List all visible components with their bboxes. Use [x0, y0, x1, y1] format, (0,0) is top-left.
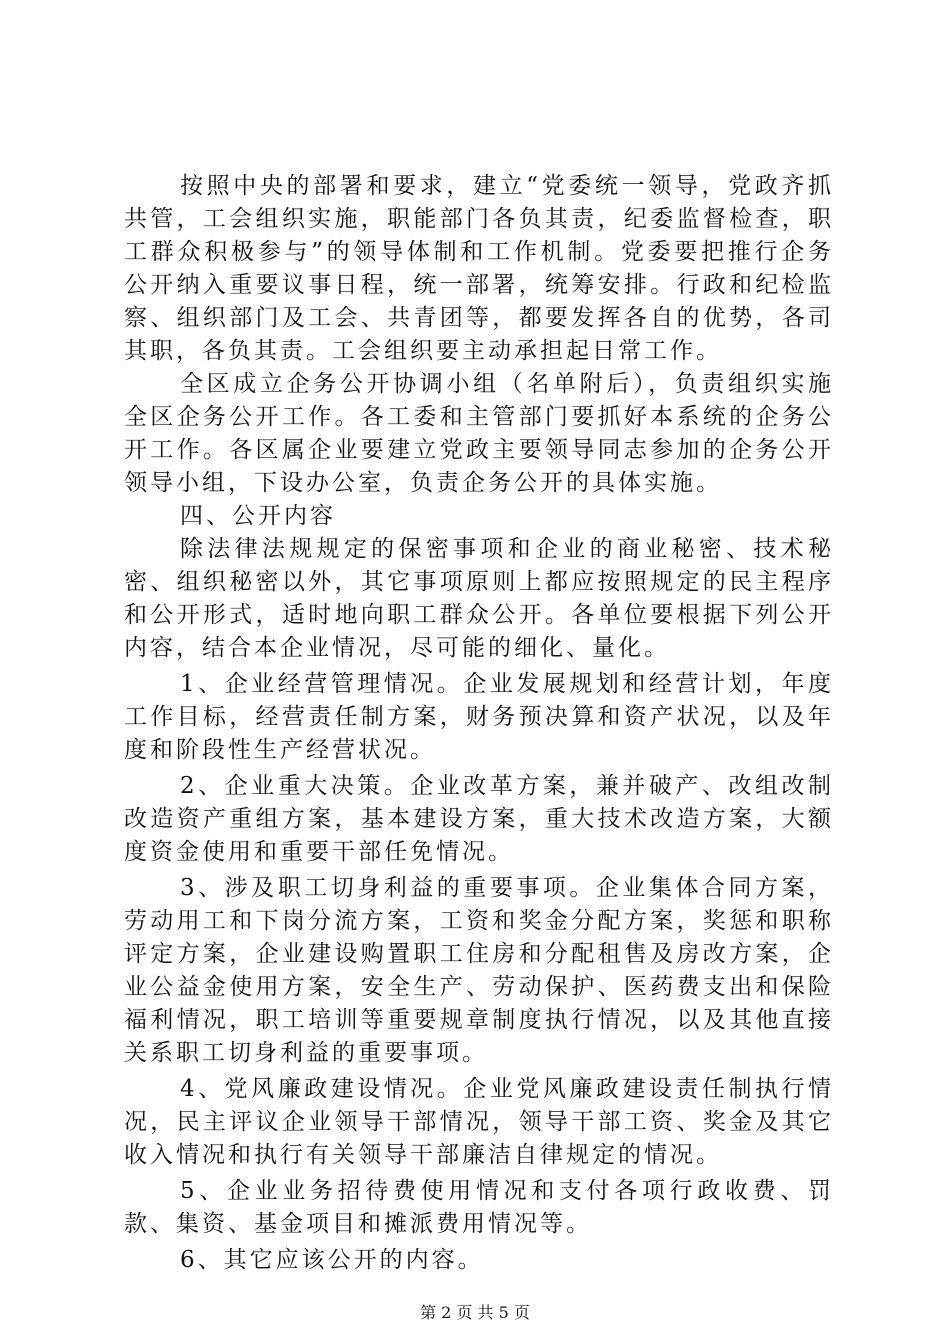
paragraph-scope: 除法律法规规定的保密事项和企业的商业秘密、技术秘密、组织秘密以外，其它事项原则上都应按照规定的民主程序和公开形式，适时地向职工群众公开。各单位要根据下列公开内容，结合本企业情况，尽可能的细化、量化。	[124, 536, 834, 661]
list-item-5: 5、企业业务招待费使用情况和支付各项行政收费、罚款、集资、基金项目和摊派费用情况等。	[124, 1178, 834, 1237]
paragraph-leadership: 按照中央的部署和要求，建立“党委统一领导，党政齐抓共管，工会组织实施，职能部门各负其责，纪委监督检查，职工群众积极参与”的领导体制和工作机制。党委要把推行企务公开纳入重要议事日程，统一部署，统筹安排。行政和纪检监察、组织部门及工会、共青团等，都要发挥各自的优势，各司其职，各负其责。工会组织要主动承担起日常工作。	[124, 173, 834, 364]
page-number-footer: 第 2 页 共 5 页	[420, 1303, 530, 1322]
list-item-6: 6、其它应该公开的内容。	[180, 1247, 484, 1273]
paragraph-coordination-group: 全区成立企务公开协调小组（名单附后），负责组织实施全区企务公开工作。各工委和主管部门要抓好本系统的企务公开工作。各区属企业要建立党政主要领导同志参加的企务公开领导小组，下设办公室，负责企务公开的具体实施。	[124, 371, 834, 496]
list-item-3: 3、涉及职工切身利益的重要事项。企业集体合同方案，劳动用工和下岗分流方案，工资和奖金分配方案，奖惩和职称评定方案，企业建设购置职工住房和分配租售及房改方案，企业公益金使用方案，安全生产、劳动保护、医药费支出和保险福利情况，职工培训等重要规章制度执行情况，以及其他直接关系职工切身利益的重要事项。	[124, 875, 834, 1066]
list-item-4: 4、党风廉政建设情况。企业党风廉政建设责任制执行情况，民主评议企业领导干部情况，领导干部工资、奖金及其它收入情况和执行有关领导干部廉洁自律规定的情况。	[124, 1076, 834, 1168]
list-item-1: 1、企业经营管理情况。企业发展规划和经营计划，年度工作目标，经营责任制方案，财务预决算和资产状况，以及年度和阶段性生产经营状况。	[124, 671, 834, 763]
list-item-2: 2、企业重大决策。企业改革方案，兼并破产、改组改制改造资产重组方案，基本建设方案，重大技术改造方案，大额度资金使用和重要干部任免情况。	[124, 773, 834, 865]
document-body	[124, 170, 834, 1277]
section-heading-public-content: 四、公开内容	[180, 503, 336, 529]
